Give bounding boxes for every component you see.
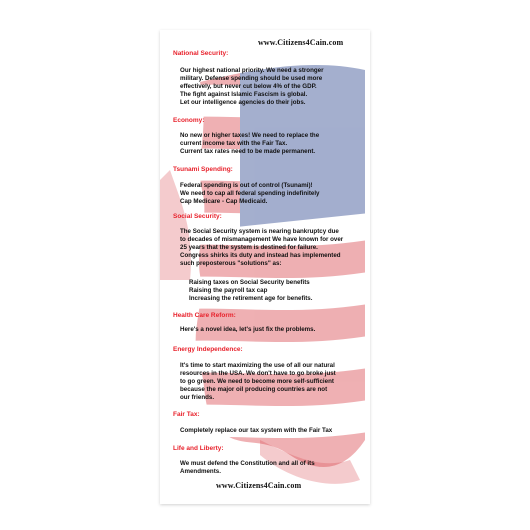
list-social-security-solutions: Raising taxes on Social Security benefits Raising the payroll tax cap Increasing the retirement age for benefits. xyxy=(189,279,313,302)
heading-social-security: Social Security: xyxy=(173,213,222,220)
paragraph-economy: No new or higher taxes! We need to replace the current income tax with the Fair Tax. Current tax rates need to be made permanent. xyxy=(180,132,320,155)
heading-economy: Economy: xyxy=(173,117,205,124)
paragraph-life-and-liberty: We must defend the Constitution and all of its Amendments. xyxy=(180,460,315,475)
heading-health-care-reform: Health Care Reform: xyxy=(173,312,236,319)
heading-energy-independence: Energy Independence: xyxy=(173,346,243,353)
paragraph-tsunami-spending: Federal spending is out of control (Tsunami)! We need to cap all federal spending indefinitely Cap Medicare - Cap Medicaid. xyxy=(180,182,320,205)
heading-fair-tax: Fair Tax: xyxy=(173,411,200,418)
website-footer: www.Citizens4Cain.com xyxy=(216,481,302,490)
heading-tsunami-spending: Tsunami Spending: xyxy=(173,166,233,173)
rack-card xyxy=(160,30,370,504)
paragraph-energy-independence: It's time to start maximizing the use of all our natural resources in the USA. We don't have to go broke just to go green. We need to become more self-sufficient because the major oil producing countries are not our friends. xyxy=(180,362,336,401)
website-header: www.Citizens4Cain.com xyxy=(258,38,344,47)
card-content xyxy=(160,30,370,504)
paragraph-social-security: The Social Security system is nearing bankruptcy due to decades of mismanagement We have known for over 25 years that the system is destined for failure. Congress shirks its duty and instead has implemented such preposterous "solutions" as: xyxy=(180,228,344,267)
heading-national-security: National Security: xyxy=(173,50,229,57)
heading-life-and-liberty: Life and Liberty: xyxy=(173,445,224,452)
paragraph-national-security: Our highest national priority. We need a stronger military. Defense spending should be used more effectively, but never cut below 4% of the GDP. The fight against Islamic Fascism is global. Let our intelligence agencies do their jobs. xyxy=(180,67,324,106)
paragraph-health-care-reform: Here's a novel idea, let's just fix the problems. xyxy=(180,326,316,333)
paragraph-fair-tax: Completely replace our tax system with the Fair Tax xyxy=(180,427,333,434)
